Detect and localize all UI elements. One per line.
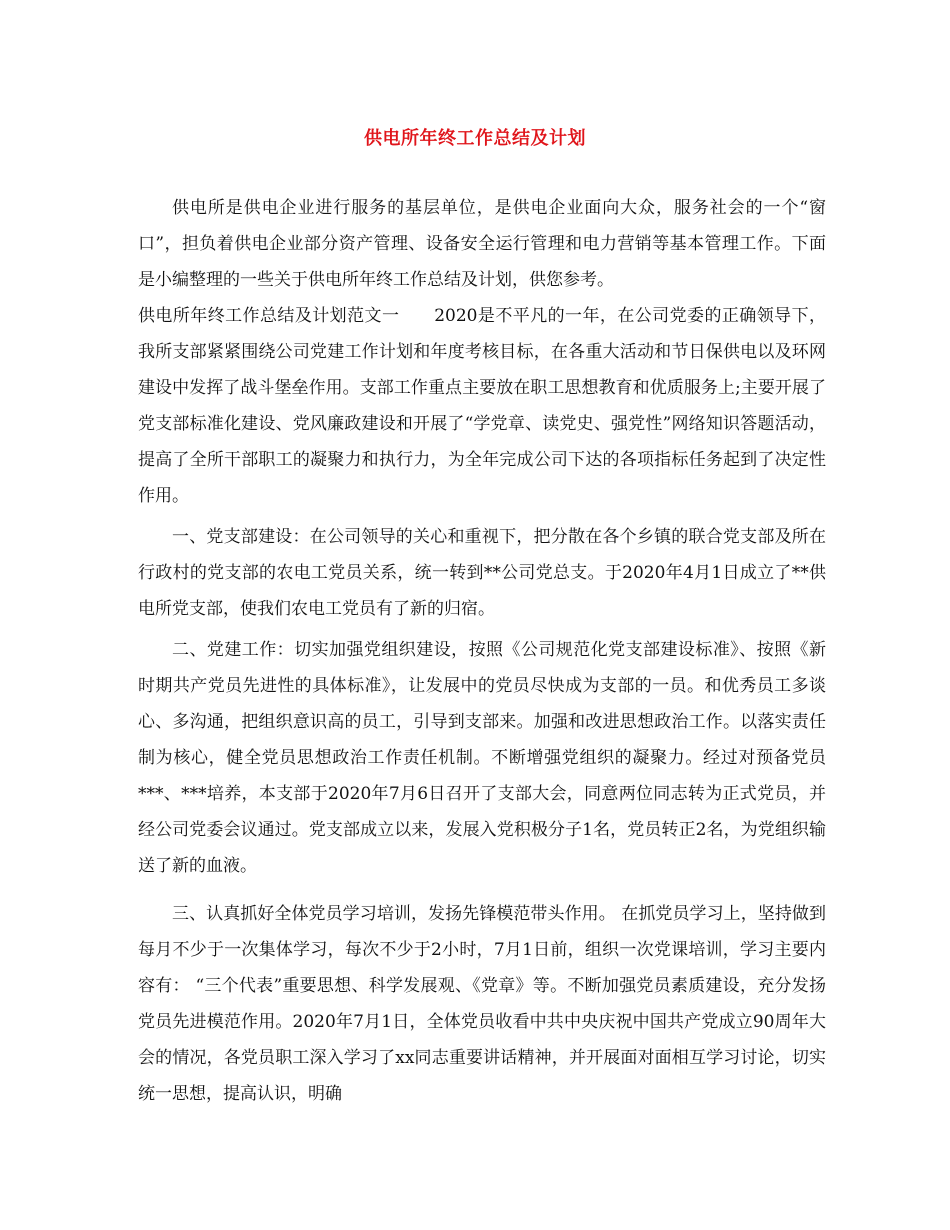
paragraph-party-branch: 一、党支部建设：在公司领导的关心和重视下，把分散在各个乡镇的联合党支部及所在行政村的党支部的农电工党员关系，统一转到**公司党总支。于2020年4月1日成立了**供电所党支部，使我们农电工党员有了新的归宿。 <box>138 527 826 619</box>
paragraph-study-training: 三、认真抓好全体党员学习培训，发扬先锋模范带头作用。 在抓党员学习上，坚持做到每月不少于一次集体学习，每次不少于2小时，7月1日前，组织一次党课培训，学习主要内容有： “三个代表”重要思想、科学发展观、《党章》等。不断加强党员素质建设，充分发扬党员先进模范作用。2020年7月1日，全体党员收看中共中央庆祝中国共产党成立90周年大会的情况，各党员职工深入学习了xx同志重要讲话精神，并开展面对面相互学习讨论，切实统一思想，提高认识，明确 <box>138 904 826 1104</box>
paragraph-sample-one: 供电所年终工作总结及计划范文一 2020是不平凡的一年，在公司党委的正确领导下，我所支部紧紧围绕公司党建工作计划和年度考核目标，在各重大活动和节日保供电以及环网建设中发挥了战斗堡垒作用。支部工作重点主要放在职工思想教育和优质服务上;主要开展了党支部标准化建设、党风廉政建设和开展了“学党章、读党史、强党性”网络知识答题活动，提高了全所干部职工的凝聚力和执行力，为全年完成公司下达的各项指标任务起到了决定性作用。 <box>138 306 826 506</box>
paragraph-intro: 供电所是供电企业进行服务的基层单位，是供电企业面向大众，服务社会的一个“窗口”，担负着供电企业部分资产管理、设备安全运行管理和电力营销等基本管理工作。下面是小编整理的一些关于供电所年终工作总结及计划，供您参考。 <box>138 198 826 290</box>
document-title: 供电所年终工作总结及计划 <box>364 128 586 149</box>
document-body <box>138 190 826 1112</box>
paragraph-party-building: 二、党建工作：切实加强党组织建设，按照《公司规范化党支部建设标准》、按照《新时期共产党员先进性的具体标准》，让发展中的党员尽快成为支部的一员。和优秀员工多谈心、多沟通，把组织意识高的员工，引导到支部来。加强和改进思想政治工作。以落实责任制为核心，健全党员思想政治工作责任机制。不断增强党组织的凝聚力。经过对预备党员***、***培养，本支部于2020年7月6日召开了支部大会，同意两位同志转为正式党员，并经公司党委会议通过。党支部成立以来，发展入党积极分子1名，党员转正2名，为党组织输送了新的血液。 <box>138 640 826 876</box>
